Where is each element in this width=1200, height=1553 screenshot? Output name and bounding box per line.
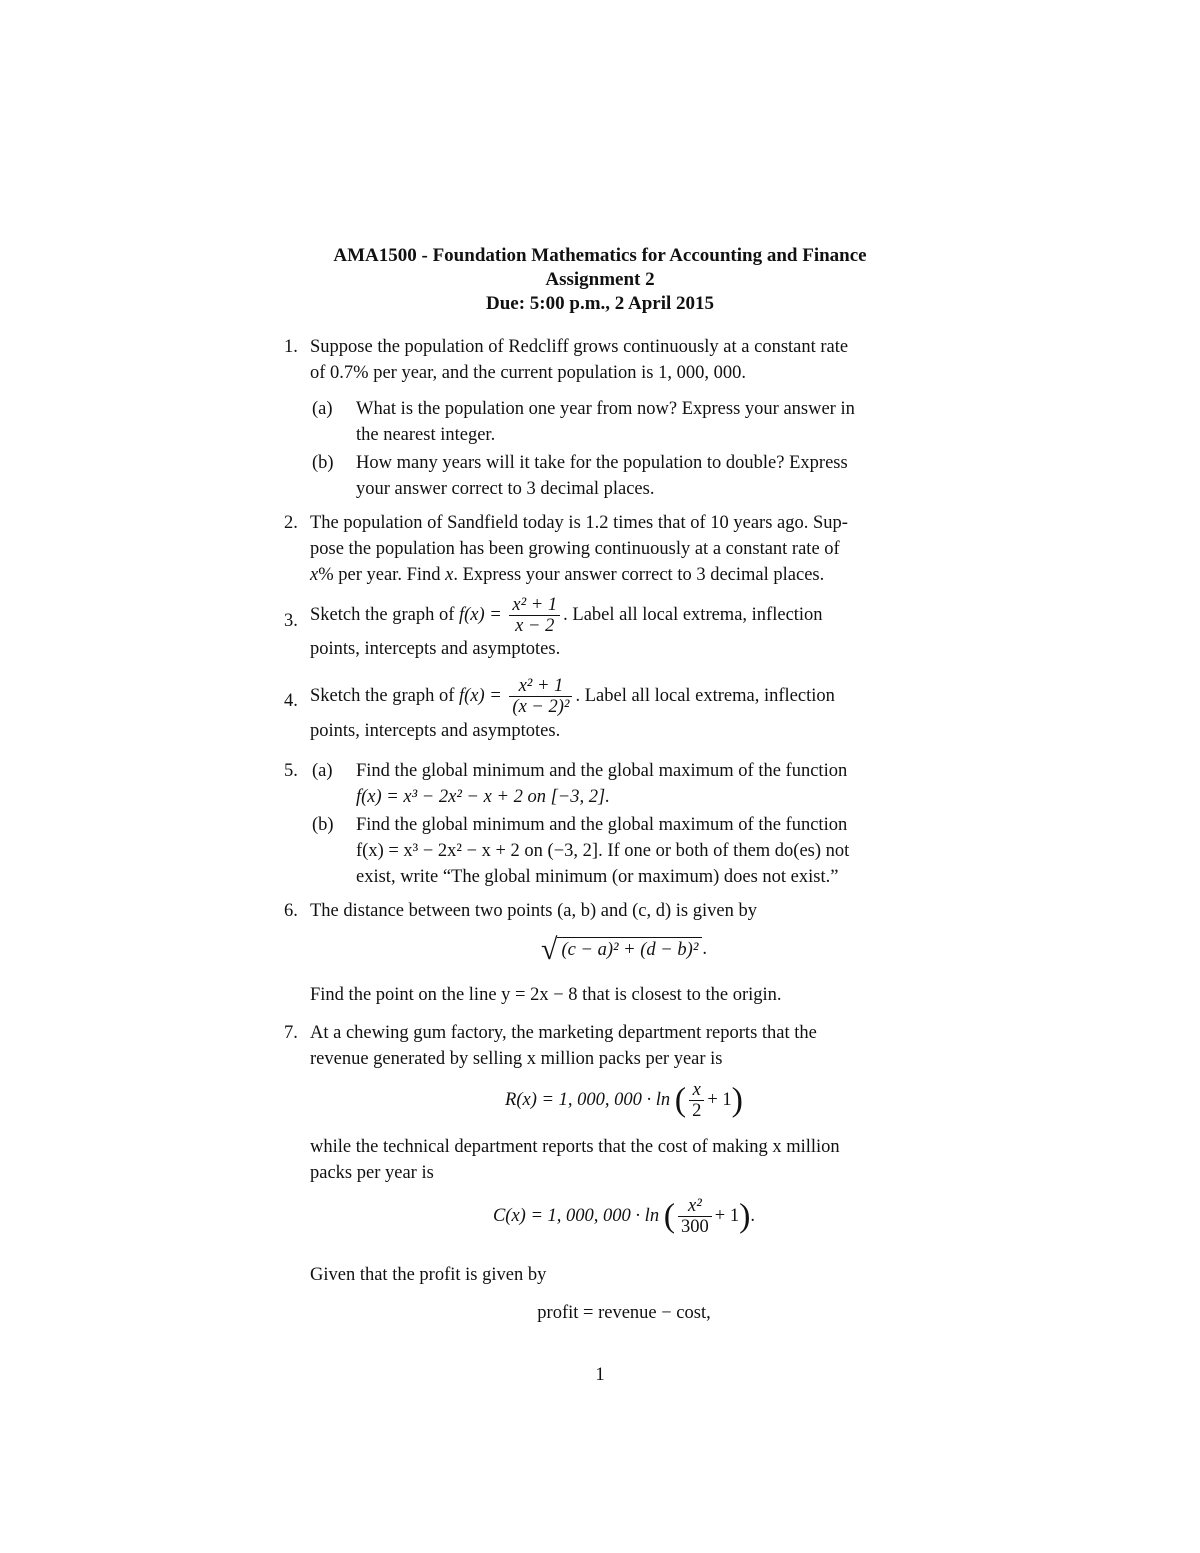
subquestion-label: (b) [312, 815, 334, 835]
subquestion-text: Find the global minimum and the global maximum of the function [356, 815, 848, 835]
fraction: $\frac{\text{x² + 1}}{\text{(x − 2)²}}$ [509, 676, 572, 717]
profit-formula: profit = revenue − cost, [537, 1303, 711, 1323]
question-4: 4. Sketch the graph of f(x) = $\frac{\text{x² + 1}}{\text{(x − 2)²}}$ . Label all local extrema, inflection points, intercepts and asymptotes. [310, 674, 938, 744]
subquestion-text: f(x) = x³ − 2x² − x + 2 on [−3, 2]. [356, 787, 610, 807]
question-text: Given that the profit is given by [310, 1265, 547, 1285]
question-text: At a chewing gum factory, the marketing department reports that the [310, 1023, 817, 1043]
question-5 [284, 758, 938, 810]
question-number: 5. [284, 761, 298, 781]
subquestion-text: How many years will it take for the population to double? Express [356, 453, 848, 473]
subquestion-text: f(x) = x³ − 2x² − x + 2 on (−3, 2]. If one or both of them do(es) not [356, 841, 850, 861]
question-number: 4. [284, 691, 298, 711]
subquestion-text: exist, write “The global minimum (or maximum) does not exist.” [356, 867, 839, 887]
question-6-prompt [310, 982, 938, 1008]
question-text: pose the population has been growing continuously at a constant rate of [310, 539, 840, 559]
question-text: packs per year is [310, 1163, 434, 1183]
question-text: Suppose the population of Redcliff grows continuously at a constant rate [310, 337, 849, 357]
assignment-header [240, 244, 960, 316]
distance-formula: √ (c − a)² + (d − b)² . [541, 933, 707, 967]
subquestion-text: your answer correct to 3 decimal places. [356, 479, 655, 499]
question-number: 6. [284, 901, 298, 921]
subquestion-label: (b) [312, 453, 334, 473]
question-1a [312, 396, 938, 448]
course-title: AMA1500 - Foundation Mathematics for Accounting and Finance [333, 245, 867, 266]
subquestion-text: Find the global minimum and the global maximum of the function [356, 761, 848, 781]
question-text: The distance between two points (a, b) and (c, d) is given by [310, 901, 757, 921]
page-number: 1 [595, 1365, 605, 1385]
question-number: 7. [284, 1023, 298, 1043]
revenue-formula: R(x) = 1, 000, 000 · ln ( $\frac{x}{2}$ + 1) [505, 1080, 743, 1121]
cost-formula: C(x) = 1, 000, 000 · ln ( $\frac{\text{x²}}{300}$ + 1). [492, 1196, 756, 1237]
question-number: 1. [284, 337, 298, 357]
subquestion-label: (a) [312, 399, 333, 419]
question-text: points, intercepts and asymptotes. [310, 721, 561, 741]
question-number: 2. [284, 513, 298, 533]
due-date: Due: 5:00 p.m., 2 April 2015 [486, 293, 714, 314]
assignment-title: Assignment 2 [545, 269, 655, 290]
question-text: revenue generated by selling x million packs per year is [310, 1049, 723, 1069]
subquestion-label: (a) [312, 761, 333, 781]
question-1 [284, 334, 938, 386]
question-text: of 0.7% per year, and the current population is 1, 000, 000. [310, 363, 746, 383]
sqrt-icon: √ [541, 933, 558, 967]
question-text: points, intercepts and asymptotes. [310, 639, 561, 659]
question-2 [284, 510, 938, 588]
fraction: $\frac{\text{x²}}{300}$ [678, 1196, 712, 1237]
question-number: 3. [284, 611, 298, 631]
question-1b [312, 450, 938, 502]
question-6 [284, 898, 938, 924]
question-7-profit [310, 1262, 938, 1288]
question-text: The population of Sandfield today is 1.2 times that of 10 years ago. Sup- [310, 513, 848, 533]
question-text: while the technical department reports that the cost of making x million [310, 1137, 840, 1157]
question-3: 3. Sketch the graph of f(x) = $\frac{\text{x² + 1}}{x - 2}$ . Label all local extrema, inflection points, intercepts and asymptotes. [310, 594, 938, 662]
question-5a [312, 758, 938, 810]
fraction: $\frac{\text{x² + 1}}{x - 2}$ [509, 595, 560, 636]
question-5b [312, 812, 938, 890]
question-text: x% per year. Find x. Express your answer correct to 3 decimal places. [310, 565, 825, 585]
subquestion-text: What is the population one year from now? Express your answer in [356, 399, 855, 419]
subquestion-text: the nearest integer. [356, 425, 496, 445]
question-7-cost [310, 1134, 938, 1186]
fraction: $\frac{x}{2}$ [689, 1080, 704, 1121]
question-text: Find the point on the line y = 2x − 8 that is closest to the origin. [310, 985, 782, 1005]
question-7 [284, 1020, 938, 1072]
